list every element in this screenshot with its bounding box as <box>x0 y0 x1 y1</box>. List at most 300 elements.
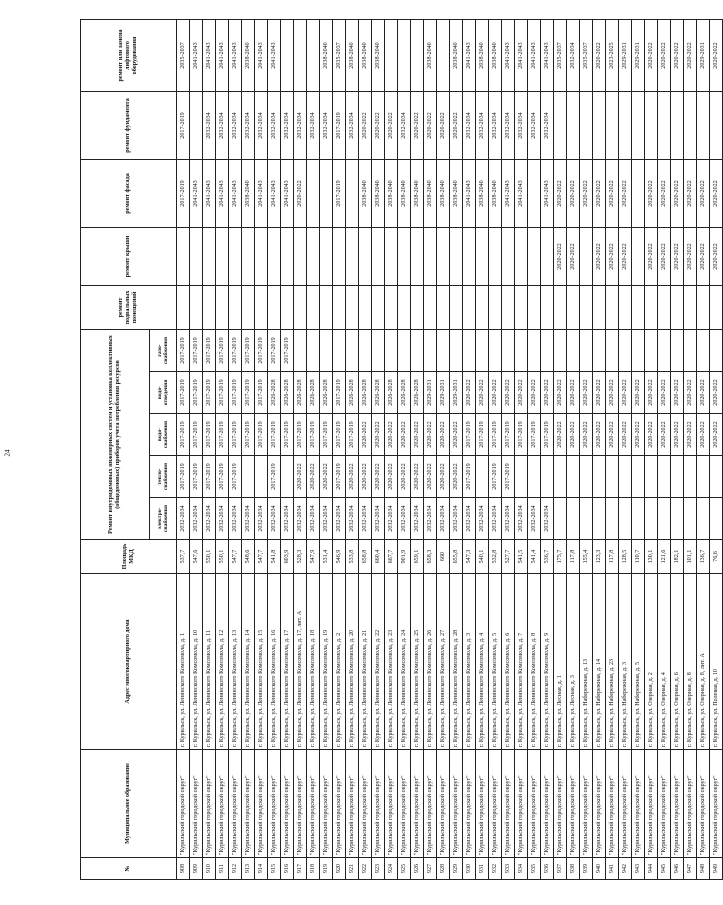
table-cell: 2038-2040 <box>372 19 385 91</box>
table-cell <box>242 285 255 329</box>
table-cell: 2020-2022 <box>385 414 398 456</box>
table-cell: 930 <box>463 858 476 880</box>
table-cell: 2020-2022 <box>437 91 450 159</box>
table-cell <box>476 227 489 285</box>
table-cell <box>359 285 372 329</box>
table-cell: 128,5 <box>619 540 632 574</box>
table-cell <box>333 329 346 371</box>
table-cell: 2017-2019 <box>528 414 541 456</box>
table-cell: 536,7 <box>541 540 554 574</box>
table-cell <box>658 456 671 498</box>
table-cell: 2038-2040 <box>489 159 502 227</box>
table-cell <box>619 91 632 159</box>
table-cell: 2026-2028 <box>359 372 372 414</box>
table-cell: 916 <box>281 858 294 880</box>
table-cell: 2020-2022 <box>684 372 697 414</box>
table-cell <box>372 285 385 329</box>
table-cell: 2032-2034 <box>541 498 554 540</box>
table-cell: 2032-2034 <box>255 91 268 159</box>
table-cell: 2017-2019 <box>281 414 294 456</box>
table-cell: "Курильский городской округ" <box>528 750 541 858</box>
table-cell: 911 <box>216 858 229 880</box>
table-cell: 2017-2019 <box>502 414 515 456</box>
table-cell: "Курильский городской округ" <box>216 750 229 858</box>
table-cell: "Курильский городской округ" <box>671 750 684 858</box>
table-cell: 941 <box>606 858 619 880</box>
table-cell: 2020-2022 <box>606 227 619 285</box>
table-cell: "Курильский городской округ" <box>554 750 567 858</box>
table-cell <box>541 227 554 285</box>
table-row <box>268 19 281 879</box>
table-cell: 660,4 <box>372 540 385 574</box>
table-cell <box>203 227 216 285</box>
table-cell <box>268 285 281 329</box>
table-cell: 923 <box>372 858 385 880</box>
table-cell: 2041-2043 <box>190 159 203 227</box>
table-cell: 2032-2034 <box>216 498 229 540</box>
table-cell <box>567 498 580 540</box>
table-cell: г. Курильск, ул. Озерная, д. 8 <box>684 574 697 750</box>
table-cell: 2020-2022 <box>489 372 502 414</box>
table-cell: 2020-2022 <box>606 414 619 456</box>
table-cell <box>281 285 294 329</box>
table-cell: г. Курильск, ул. Ленинского Комсомола, д. 14 <box>242 574 255 750</box>
table-cell: 2020-2022 <box>424 456 437 498</box>
table-cell: 2020-2022 <box>437 456 450 498</box>
table-cell: 2017-2019 <box>333 159 346 227</box>
table-cell <box>242 227 255 285</box>
table-cell: 2020-2022 <box>385 456 398 498</box>
table-cell: 2032-2034 <box>242 498 255 540</box>
table-cell: 2026-2028 <box>346 372 359 414</box>
table-cell: 2032-2034 <box>177 498 190 540</box>
table-cell <box>307 227 320 285</box>
table-cell: "Курильский городской округ" <box>203 750 216 858</box>
table-cell: 2020-2022 <box>424 91 437 159</box>
table-cell <box>606 329 619 371</box>
table-cell: 2038-2040 <box>489 19 502 91</box>
table-cell <box>619 456 632 498</box>
table-cell: 2032-2034 <box>281 91 294 159</box>
table-cell <box>710 329 723 371</box>
table-cell: 2038-2040 <box>242 159 255 227</box>
table-cell: 2032-2034 <box>307 498 320 540</box>
table-cell: 2038-2040 <box>372 159 385 227</box>
table-cell: 541,5 <box>515 540 528 574</box>
table-cell: 2032-2034 <box>398 498 411 540</box>
table-cell <box>684 329 697 371</box>
table-cell: 2020-2022 <box>411 456 424 498</box>
table-cell: 2020-2022 <box>671 159 684 227</box>
table-cell: "Курильский городской округ" <box>281 750 294 858</box>
table-row <box>242 19 255 879</box>
table-cell <box>281 456 294 498</box>
table-cell <box>580 329 593 371</box>
table-cell: 2020-2022 <box>645 19 658 91</box>
table-cell: 2038-2040 <box>476 19 489 91</box>
table-cell <box>658 498 671 540</box>
table-cell: 915 <box>268 858 281 880</box>
table-cell <box>671 329 684 371</box>
table-cell: 2017-2019 <box>255 329 268 371</box>
table-cell: 2020-2022 <box>567 414 580 456</box>
table-row <box>398 19 411 879</box>
table-cell <box>645 329 658 371</box>
table-cell: 2020-2022 <box>554 227 567 285</box>
table-cell: 2020-2022 <box>450 456 463 498</box>
table-cell: 926 <box>411 858 424 880</box>
table-cell <box>359 329 372 371</box>
table-row <box>385 19 398 879</box>
table-cell: 2020-2022 <box>710 227 723 285</box>
table-row <box>580 19 593 879</box>
table-cell: 2020-2022 <box>554 414 567 456</box>
table-cell <box>580 91 593 159</box>
table-cell: г. Курильск, ул. Набережная, д. 13 <box>580 574 593 750</box>
table-cell <box>567 329 580 371</box>
table-cell: г. Курильск, ул. Озерная, д. 6 <box>671 574 684 750</box>
table-cell <box>515 285 528 329</box>
table-cell: 2020-2022 <box>359 456 372 498</box>
table-cell: 76,6 <box>710 540 723 574</box>
table-cell: 2041-2043 <box>190 19 203 91</box>
table-cell: "Курильский городской округ" <box>476 750 489 858</box>
table-row <box>684 19 697 879</box>
table-cell: "Курильский городской округ" <box>333 750 346 858</box>
table-row <box>541 19 554 879</box>
table-cell: 2020-2022 <box>658 414 671 456</box>
table-cell <box>580 285 593 329</box>
table-cell: 2020-2022 <box>515 372 528 414</box>
table-row <box>463 19 476 879</box>
table-cell <box>437 329 450 371</box>
table-cell: 123,3 <box>593 540 606 574</box>
table-cell: "Курильский городской округ" <box>567 750 580 858</box>
table-cell: 2020-2022 <box>476 372 489 414</box>
table-cell: "Курильский городской округ" <box>450 750 463 858</box>
table-row <box>372 19 385 879</box>
table-cell: 2020-2022 <box>450 91 463 159</box>
table-cell: 2032-2034 <box>528 91 541 159</box>
table-cell: г. Курильск, ул. Ленинского Комсомола, д. 6 <box>502 574 515 750</box>
table-cell <box>437 19 450 91</box>
table-cell <box>320 329 333 371</box>
table-cell: 2032-2034 <box>437 498 450 540</box>
table-cell: "Курильский городской округ" <box>372 750 385 858</box>
table-cell <box>281 19 294 91</box>
table-cell <box>411 227 424 285</box>
table-cell: 2020-2022 <box>684 159 697 227</box>
table-cell: 2020-2022 <box>593 19 606 91</box>
table-cell <box>268 227 281 285</box>
table-cell: 2035-2037 <box>580 19 593 91</box>
table-cell <box>385 19 398 91</box>
header-foundation: ремонт фундамента <box>81 91 177 159</box>
table-cell <box>541 329 554 371</box>
table-row <box>450 19 463 879</box>
table-cell: г. Курильск, ул. Ленинского Комсомола, д. 17, лит. А <box>294 574 307 750</box>
table-cell: "Курильский городской округ" <box>515 750 528 858</box>
table-cell <box>528 329 541 371</box>
table-cell <box>515 456 528 498</box>
header-basement: ремонт подвальных помещений <box>81 285 177 329</box>
table-cell: 2032-2034 <box>307 91 320 159</box>
table-cell: 2026-2028 <box>320 372 333 414</box>
table-cell: 540,1 <box>476 540 489 574</box>
table-cell: 2017-2019 <box>489 414 502 456</box>
table-cell: 2032-2034 <box>190 498 203 540</box>
rotated-table-wrapper <box>80 20 719 880</box>
table-cell: 136,7 <box>697 540 710 574</box>
table-cell <box>307 285 320 329</box>
table-cell: 942 <box>619 858 632 880</box>
table-cell <box>372 329 385 371</box>
table-row <box>203 19 216 879</box>
table-cell: 2041-2043 <box>203 19 216 91</box>
table-cell: 2032-2034 <box>320 498 333 540</box>
table-row <box>281 19 294 879</box>
table-cell: 2032-2034 <box>229 91 242 159</box>
table-cell: 2020-2022 <box>658 372 671 414</box>
table-cell: 2020-2022 <box>320 456 333 498</box>
table-row <box>437 19 450 879</box>
table-cell: 919 <box>320 858 333 880</box>
table-cell: "Курильский городской округ" <box>593 750 606 858</box>
table-row <box>619 19 632 879</box>
table-cell <box>606 91 619 159</box>
table-cell <box>333 285 346 329</box>
table-cell: 2032-2034 <box>385 498 398 540</box>
table-cell: "Курильский городской округ" <box>658 750 671 858</box>
table-cell <box>216 227 229 285</box>
table-cell <box>684 456 697 498</box>
table-cell: г. Курильск, ул. Озерная, д. 4 <box>658 574 671 750</box>
table-cell <box>346 329 359 371</box>
table-cell: 547,3 <box>463 540 476 574</box>
table-row <box>216 19 229 879</box>
table-cell: 658,8 <box>359 540 372 574</box>
table-cell: 2020-2022 <box>411 414 424 456</box>
table-cell <box>255 227 268 285</box>
table-cell: 2020-2022 <box>554 372 567 414</box>
table-cell: 914 <box>255 858 268 880</box>
table-cell <box>632 498 645 540</box>
table-cell: 2020-2022 <box>372 456 385 498</box>
table-cell: г. Курильск, ул. Ленинского Комсомола, д. 2 <box>333 574 346 750</box>
table-cell: г. Курильск, ул. Ленинского Комсомола, д. 11 <box>203 574 216 750</box>
table-cell <box>515 227 528 285</box>
table-cell: 547,7 <box>255 540 268 574</box>
table-cell <box>554 285 567 329</box>
table-cell: 547,7 <box>229 540 242 574</box>
table-cell <box>320 227 333 285</box>
table-row <box>190 19 203 879</box>
table-cell <box>242 456 255 498</box>
table-cell <box>593 91 606 159</box>
table-cell: г. Курильск, ул. Озерная, д. 2 <box>645 574 658 750</box>
table-cell: 2041-2043 <box>502 19 515 91</box>
table-cell: 2020-2022 <box>567 372 580 414</box>
table-cell: г. Курильск, ул. Ленинского Комсомола, д. 1 <box>177 574 190 750</box>
table-cell <box>632 456 645 498</box>
table-cell: 2020-2022 <box>580 414 593 456</box>
table-cell: 2032-2034 <box>242 91 255 159</box>
table-cell: 901,9 <box>398 540 411 574</box>
table-cell <box>333 227 346 285</box>
table-cell: 937 <box>554 858 567 880</box>
table-cell: "Курильский городской округ" <box>424 750 437 858</box>
table-cell <box>463 329 476 371</box>
page-number-text: 24 <box>3 449 11 456</box>
table-cell: 927 <box>424 858 437 880</box>
table-cell <box>476 285 489 329</box>
table-cell: 2020-2022 <box>567 159 580 227</box>
table-row <box>606 19 619 879</box>
table-cell <box>424 285 437 329</box>
table-cell: 2032-2034 <box>502 498 515 540</box>
table-row <box>710 19 723 879</box>
table-cell: 2026-2028 <box>268 372 281 414</box>
table-cell <box>450 329 463 371</box>
table-cell: 918 <box>307 858 320 880</box>
table-cell: 2038-2040 <box>450 19 463 91</box>
table-cell: 2020-2022 <box>411 91 424 159</box>
table-cell: 2032-2034 <box>203 498 216 540</box>
table-row <box>424 19 437 879</box>
table-cell: 2020-2022 <box>606 159 619 227</box>
table-body <box>177 19 723 879</box>
table-cell: 2017-2019 <box>489 456 502 498</box>
table-cell <box>658 91 671 159</box>
table-cell: 935 <box>528 858 541 880</box>
table-cell <box>398 329 411 371</box>
table-cell: 2032-2034 <box>515 91 528 159</box>
table-cell: 933 <box>502 858 515 880</box>
table-cell: "Курильский городской округ" <box>268 750 281 858</box>
table-row <box>697 19 710 879</box>
table-cell: 938 <box>567 858 580 880</box>
table-cell: 547,9 <box>307 540 320 574</box>
header-municipality: Муниципальное образование <box>81 750 177 858</box>
table-cell <box>346 285 359 329</box>
table-cell: "Курильский городской округ" <box>684 750 697 858</box>
table-cell: 2020-2022 <box>593 227 606 285</box>
table-cell: г. Курильск, ул. Ленинского Комсомола, д. 25 <box>411 574 424 750</box>
table-cell: 2017-2019 <box>216 329 229 371</box>
table-cell <box>346 159 359 227</box>
table-cell: г. Курильск, ул. Ленинского Комсомола, д. 9 <box>541 574 554 750</box>
table-cell: г. Курильск, ул. Набережная, д. 3 <box>619 574 632 750</box>
table-cell <box>411 329 424 371</box>
table-cell: 2038-2040 <box>411 159 424 227</box>
table-cell: 2038-2040 <box>450 159 463 227</box>
table-cell: г. Курильск, ул. Набережная, д. 23 <box>606 574 619 750</box>
table-cell: 2020-2022 <box>437 414 450 456</box>
table-cell: 2020-2022 <box>593 414 606 456</box>
table-cell: г. Курильск, ул. Ленинского Комсомола, д. 26 <box>424 574 437 750</box>
table-cell: 2038-2040 <box>424 159 437 227</box>
table-cell: "Курильский городской округ" <box>359 750 372 858</box>
table-cell: 537,7 <box>177 540 190 574</box>
table-cell: г. Курильск, ул. Ленинского Комсомола, д. 4 <box>476 574 489 750</box>
table-cell <box>411 285 424 329</box>
table-cell: 2029-2031 <box>632 19 645 91</box>
table-cell: 660 <box>437 540 450 574</box>
table-cell: 928 <box>437 858 450 880</box>
table-cell <box>372 227 385 285</box>
table-cell: 548,6 <box>242 540 255 574</box>
table-cell: 2038-2040 <box>398 159 411 227</box>
table-cell <box>632 159 645 227</box>
table-row <box>294 19 307 879</box>
table-cell: 2017-2019 <box>216 456 229 498</box>
table-cell: 2038-2040 <box>359 159 372 227</box>
table-cell: г. Курильск, ул. Ленинского Комсомола, д. 22 <box>372 574 385 750</box>
table-cell <box>450 227 463 285</box>
table-cell <box>593 285 606 329</box>
table-row <box>502 19 515 879</box>
table-cell: "Курильский городской округ" <box>294 750 307 858</box>
table-cell <box>307 159 320 227</box>
page-number <box>0 0 14 905</box>
capital-repair-table <box>80 19 723 880</box>
table-cell: 925 <box>398 858 411 880</box>
table-cell <box>398 227 411 285</box>
table-cell: 2020-2022 <box>372 91 385 159</box>
table-cell: 2017-2019 <box>333 414 346 456</box>
table-cell: 2020-2022 <box>580 159 593 227</box>
table-cell: 2017-2019 <box>333 456 346 498</box>
table-cell <box>489 329 502 371</box>
table-cell <box>632 91 645 159</box>
table-cell: 2032-2034 <box>424 498 437 540</box>
table-row <box>528 19 541 879</box>
table-cell <box>697 285 710 329</box>
table-cell <box>476 329 489 371</box>
table-cell: 908 <box>177 858 190 880</box>
table-cell <box>580 227 593 285</box>
table-cell: 117,8 <box>567 540 580 574</box>
table-cell <box>697 498 710 540</box>
table-cell: г. Курильск, ул. Ленинского Комсомола, д. 12 <box>216 574 229 750</box>
table-cell: 910 <box>203 858 216 880</box>
table-cell: 2017-2019 <box>255 372 268 414</box>
table-cell: г. Курильск, ул. Ленинского Комсомола, д. 16 <box>268 574 281 750</box>
table-cell <box>606 285 619 329</box>
table-cell: 2041-2043 <box>229 159 242 227</box>
table-cell: 948 <box>697 858 710 880</box>
table-cell: 2038-2040 <box>437 159 450 227</box>
table-cell: 2017-2019 <box>463 456 476 498</box>
table-cell: 2017-2019 <box>177 91 190 159</box>
table-cell <box>294 19 307 91</box>
table-cell: 2017-2019 <box>177 159 190 227</box>
table-cell: 2020-2022 <box>359 414 372 456</box>
table-cell: 2041-2043 <box>255 159 268 227</box>
table-row <box>307 19 320 879</box>
header-heat: тепло-снабжения <box>150 456 177 498</box>
header-electro: электро-снабжения <box>150 498 177 540</box>
table-cell: 921 <box>346 858 359 880</box>
table-cell: 541,8 <box>268 540 281 574</box>
table-cell: 2020-2022 <box>697 159 710 227</box>
table-cell: 2041-2043 <box>528 19 541 91</box>
table-cell: 175,7 <box>554 540 567 574</box>
table-cell: "Курильский городской округ" <box>645 750 658 858</box>
table-cell <box>190 227 203 285</box>
table-cell <box>502 227 515 285</box>
table-cell: 2038-2040 <box>359 19 372 91</box>
